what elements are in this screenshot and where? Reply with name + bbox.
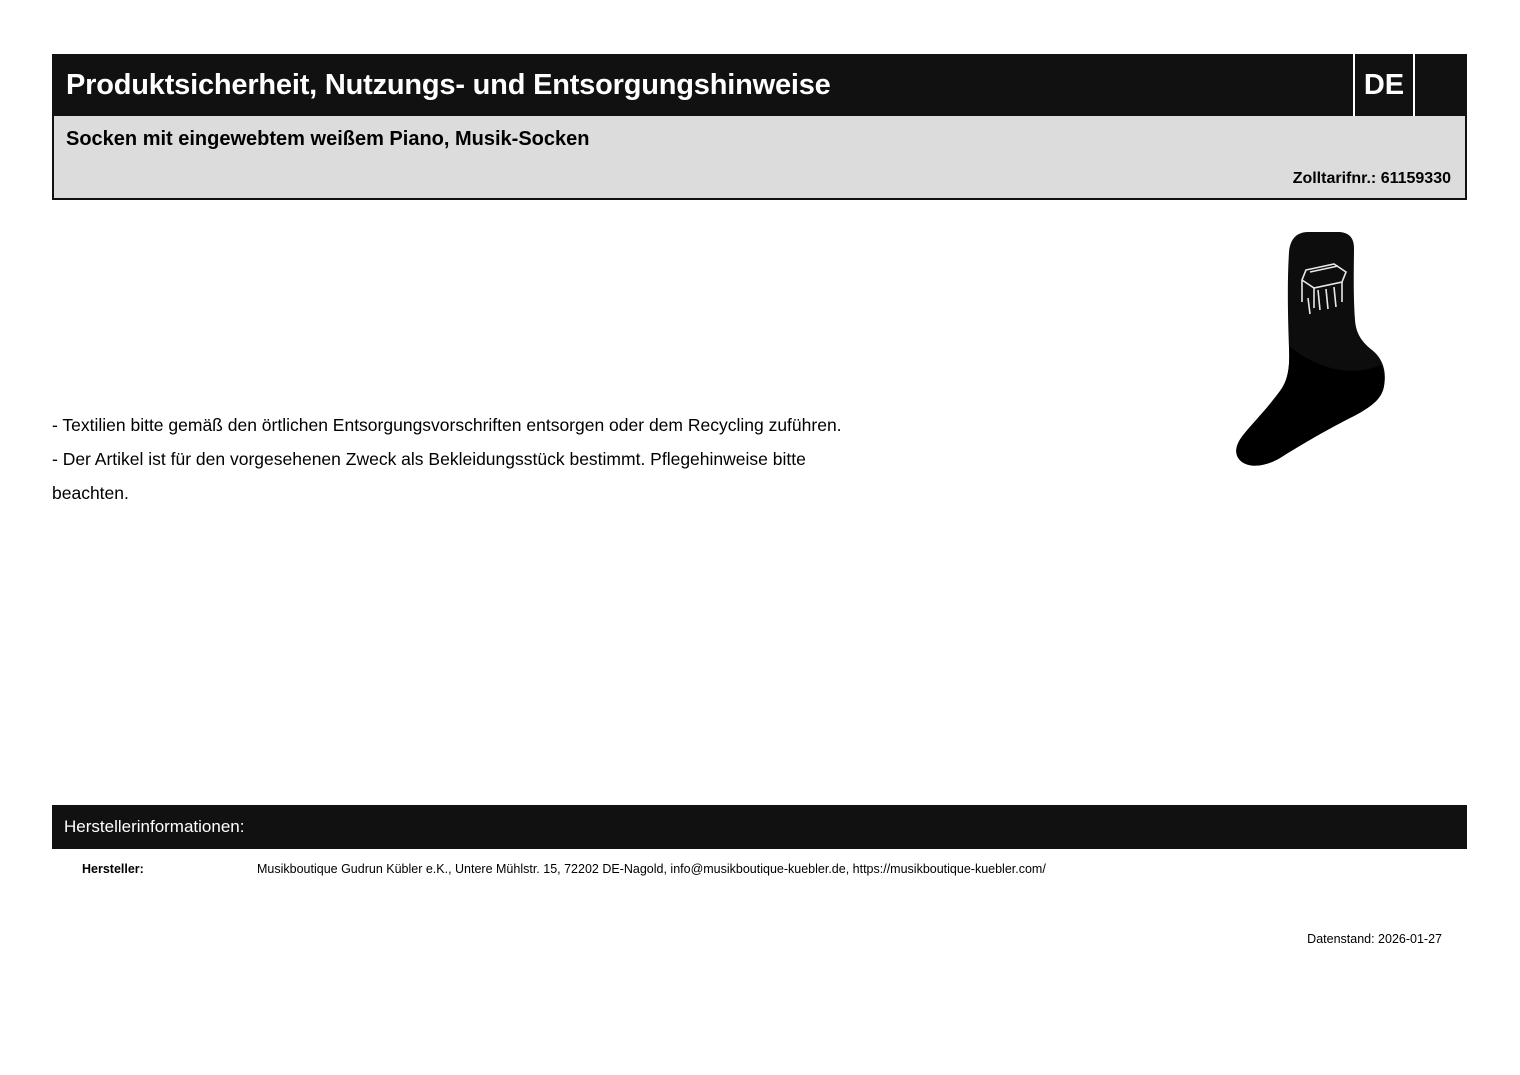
instruction-line-1: - Textilien bitte gemäß den örtlichen Entsorgungsvorschriften entsorgen oder dem Recycling zuführen. xyxy=(52,415,842,435)
manufacturer-section-title: Herstellerinformationen: xyxy=(64,817,245,836)
manufacturer-value: Musikboutique Gudrun Kübler e.K., Untere Mühlstr. 15, 72202 DE-Nagold, info@musikboutique-kuebler.de, https://musikboutique-kuebler.com/ xyxy=(257,862,1046,876)
instruction-line-3: beachten. xyxy=(52,483,129,503)
language-badge: DE xyxy=(1353,54,1415,116)
product-subheader xyxy=(52,116,1467,200)
manufacturer-label: Hersteller: xyxy=(82,862,144,876)
manufacturer-section-bar xyxy=(52,805,1467,849)
page-title: Produktsicherheit, Nutzungs- und Entsorgungshinweise xyxy=(66,68,831,101)
tariff-number: Zolltarifnr.: 61159330 xyxy=(1292,170,1451,187)
header-spacer xyxy=(1415,54,1467,116)
sock-illustration xyxy=(1230,228,1430,473)
datestamp: Datenstand: 2026-01-27 xyxy=(1307,932,1442,946)
instructions-text xyxy=(52,408,1112,510)
product-name: Socken mit eingewebtem weißem Piano, Musik-Socken xyxy=(66,128,590,150)
header-bar xyxy=(52,54,1467,116)
product-image-sock xyxy=(1230,228,1430,473)
instruction-line-2: - Der Artikel ist für den vorgesehenen Zweck als Bekleidungsstück bestimmt. Pflegehinweise bitte xyxy=(52,449,806,469)
document-header xyxy=(52,54,1467,200)
